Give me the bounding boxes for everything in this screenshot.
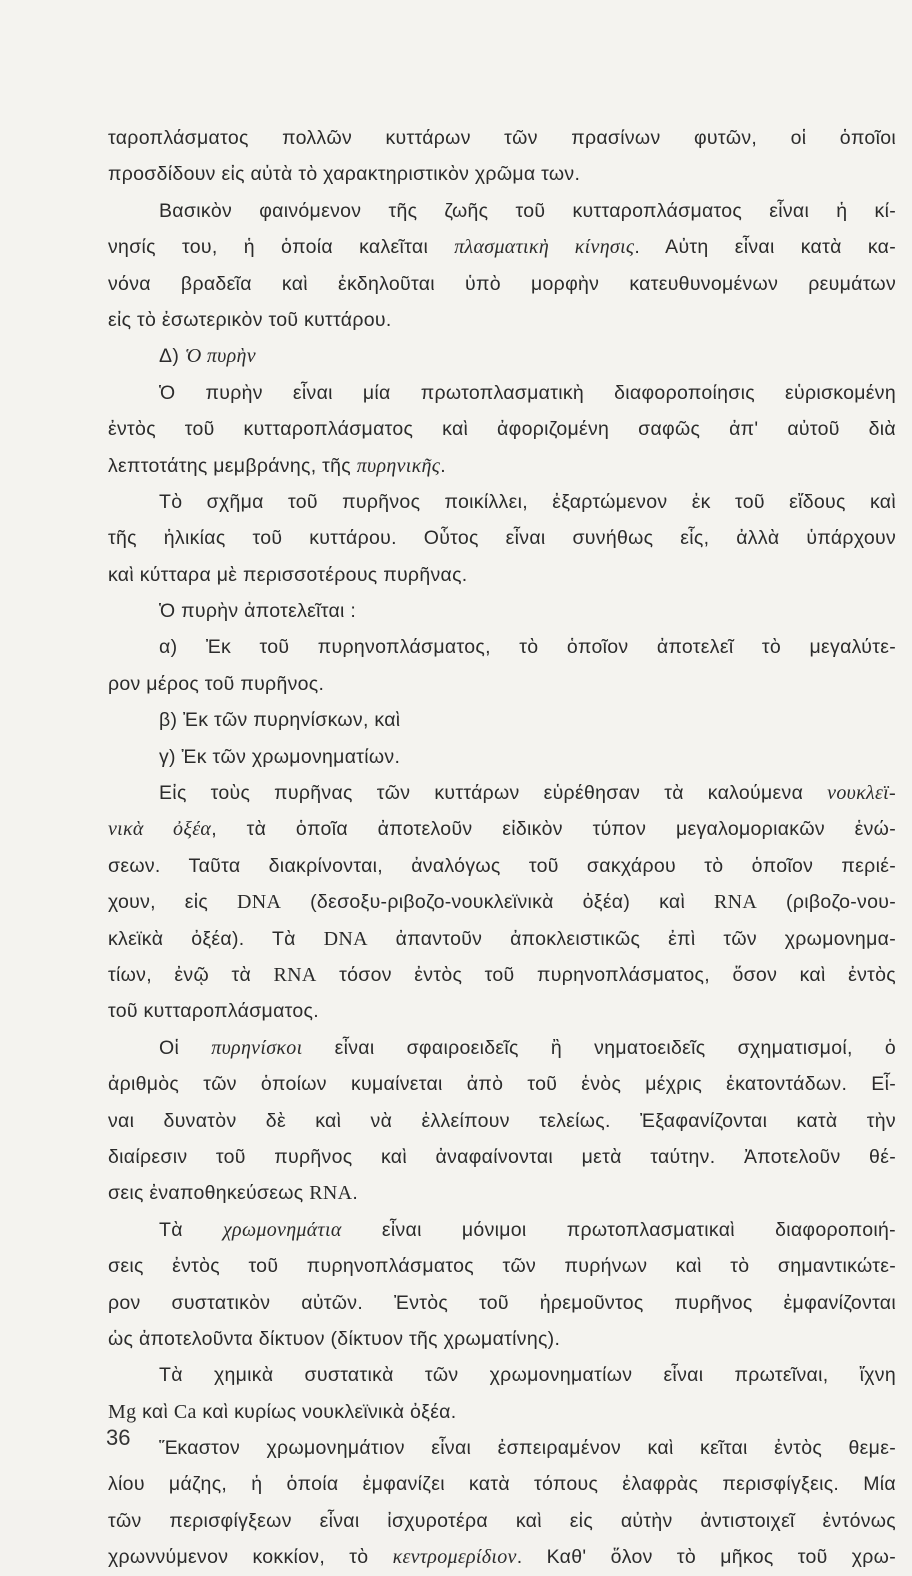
text-line: [108, 266, 896, 302]
roman-term: DNA: [237, 891, 282, 914]
roman-term: Ca: [173, 1400, 197, 1423]
roman-term: DNA: [323, 927, 368, 950]
text-line: [108, 1212, 896, 1248]
text-run: καὶ κυρίως νουκλεϊνικὰ ὀξέα.: [196, 1400, 457, 1423]
text-run: εἶναι μόνιμοι πρωτοπλασματικαὶ διαφοροποιή-: [341, 1218, 896, 1241]
italic-term: κεντρομερίδιον: [392, 1546, 517, 1569]
body-text: [108, 120, 896, 1576]
text-run: σεων. Ταῦτα διακρίνονται, ἀναλόγως τοῦ σακχάρου τὸ ὁποῖον περιέ-: [108, 854, 896, 877]
text-line: [108, 1503, 896, 1539]
text-run: ἀριθμὸς τῶν ὁποίων κυμαίνεται ἀπὸ τοῦ ἑνὸς μέχρις ἑκατοντάδων. Εἶ-: [108, 1073, 896, 1096]
text-line: [108, 1285, 896, 1321]
text-line: [108, 1321, 896, 1357]
roman-term: RNA: [713, 891, 758, 914]
text-line: [108, 702, 896, 738]
text-run: Τὸ σχῆμα τοῦ πυρῆνος ποικίλλει, ἐξαρτώμενον ἐκ τοῦ εἴδους καὶ: [159, 490, 896, 513]
text-line: [108, 156, 896, 192]
text-run: σεις ἐναποθηκεύσεως: [108, 1182, 310, 1205]
text-run: τοῦ κυτταροπλάσματος.: [108, 1000, 319, 1023]
text-run: (ριβοζο-νου-: [757, 891, 896, 914]
text-run: νησίς του, ἡ ὁποία καλεῖται: [108, 236, 455, 259]
text-run: .: [352, 1182, 359, 1205]
text-run: Ἕκαστον χρωμονημάτιον εἶναι ἐσπειραμένον καὶ κεῖται ἐντὸς θεμε-: [159, 1437, 896, 1460]
text-line: [108, 1175, 896, 1211]
text-line: [108, 593, 896, 629]
text-line: [108, 811, 896, 847]
text-line: [108, 375, 896, 411]
italic-term: πυρηνίσκοι: [211, 1036, 303, 1059]
text-line: [108, 1103, 896, 1139]
text-line: [108, 229, 896, 265]
text-run: χρωννύμενον κοκκίον, τὸ: [108, 1546, 393, 1569]
text-line: [108, 120, 896, 156]
italic-term: χρωμονημάτια: [222, 1218, 342, 1241]
italic-term: νικὰ ὀξέα: [108, 818, 212, 841]
text-run: ρον συστατικὸν αὐτῶν. Ἐντὸς τοῦ ἠρεμοῦντος πυρῆνος ἐμφανίζονται: [108, 1291, 896, 1314]
text-line: [108, 520, 896, 556]
text-run: προσδίδουν εἰς αὐτὰ τὸ χαρακτηριστικὸν χρῶμα των.: [108, 163, 581, 186]
text-line: [108, 1139, 896, 1175]
text-run: . Αὐτη εἶναι κατὰ κα-: [634, 236, 896, 259]
text-line: [108, 848, 896, 884]
text-run: .: [440, 454, 446, 477]
text-run: Τὰ: [159, 1218, 223, 1241]
text-run: Οἱ: [159, 1036, 212, 1059]
text-run: ρον μέρος τοῦ πυρῆνος.: [108, 672, 325, 695]
text-run: ναι δυνατὸν δὲ καὶ νὰ ἐλλείπουν τελείως. Ἐξαφανίζονται κατὰ τὴν: [108, 1109, 896, 1132]
text-line: [108, 739, 896, 775]
text-line: [108, 338, 896, 374]
italic-term: πλασματικὴ κίνησις: [454, 236, 635, 259]
text-line: [108, 921, 896, 957]
italic-term: Ὁ πυρὴν: [184, 345, 256, 368]
text-run: εἰς τὸ ἐσωτερικὸν τοῦ κυττάρου.: [108, 308, 392, 331]
text-run: διαίρεσιν τοῦ πυρῆνος καὶ ἀναφαίνονται μετὰ ταύτην. Ἀποτελοῦν θέ-: [108, 1145, 896, 1168]
text-line: [108, 629, 896, 665]
text-run: λεπτοτάτης μεμβράνης, τῆς: [108, 454, 357, 477]
text-run: εἶναι σφαιροειδεῖς ἢ νηματοειδεῖς σχηματισμοί, ὁ: [302, 1036, 896, 1059]
italic-term: νουκλεϊ-: [827, 782, 896, 805]
text-run: τῆς ἡλικίας τοῦ κυττάρου. Οὗτος εἶναι συνήθως εἷς, ἀλλὰ ὑπάρχουν: [108, 527, 896, 550]
text-run: χουν, εἰς: [108, 891, 237, 914]
text-run: Τὰ χημικὰ συστατικὰ τῶν χρωμονηματίων εἶναι πρωτεῖναι, ἴχνη: [159, 1364, 896, 1387]
text-run: (δεσοξυ-ριβοζο-νουκλεϊνικὰ ὀξέα) καὶ: [281, 891, 714, 914]
text-run: . Καθ' ὅλον τὸ μῆκος τοῦ χρω-: [516, 1546, 896, 1569]
text-line: [108, 193, 896, 229]
text-line: [108, 1248, 896, 1284]
text-run: τόσον ἐντὸς τοῦ πυρηνοπλάσματος, ὅσον καὶ ἐντὸς: [316, 963, 896, 986]
text-run: νόνα βραδεῖα καὶ ἐκδηλοῦται ὑπὸ μορφὴν κατευθυνομένων ρευμάτων: [108, 272, 896, 295]
text-line: [108, 1394, 896, 1430]
italic-term: πυρηνικῆς: [356, 454, 441, 477]
text-line: [108, 884, 896, 920]
text-line: [108, 1466, 896, 1502]
text-run: Δ): [159, 345, 185, 368]
text-line: [108, 302, 896, 338]
text-line: [108, 411, 896, 447]
text-line: [108, 448, 896, 484]
text-run: , τὰ ὁποῖα ἀποτελοῦν εἰδικὸν τύπον μεγαλομοριακῶν ἑνώ-: [211, 818, 896, 841]
text-run: Εἰς τοὺς πυρῆνας τῶν κυττάρων εὑρέθησαν τὰ καλούμενα: [159, 782, 828, 805]
text-run: καὶ κύτταρα μὲ περισσοτέρους πυρῆνας.: [108, 563, 468, 586]
text-run: β) Ἐκ τῶν πυρηνίσκων, καὶ: [159, 709, 401, 732]
text-run: λίου μάζης, ἡ ὁποία ἐμφανίζει κατὰ τόπους ἐλαφρὰς περισφίγξεις. Μία: [108, 1473, 896, 1496]
text-line: [108, 1539, 896, 1575]
text-line: [108, 666, 896, 702]
text-line: [108, 775, 896, 811]
text-run: ἐντὸς τοῦ κυτταροπλάσματος καὶ ἀφοριζομένη σαφῶς ἀπ' αὐτοῦ διὰ: [108, 418, 896, 441]
text-run: κλεϊκὰ ὀξέα). Τὰ: [108, 927, 324, 950]
text-line: [108, 993, 896, 1029]
text-run: σεις ἐντὸς τοῦ πυρηνοπλάσματος τῶν πυρήνων καὶ τὸ σημαντικώτε-: [108, 1255, 896, 1278]
roman-term: RNA: [273, 963, 317, 986]
text-run: τίων, ἐνῷ τὰ: [108, 963, 274, 986]
text-run: Βασικὸν φαινόμενον τῆς ζωῆς τοῦ κυτταροπλάσματος εἶναι ἡ κί-: [159, 199, 896, 222]
text-run: καὶ: [136, 1400, 174, 1423]
roman-term: RNA: [309, 1182, 353, 1205]
text-line: [108, 1030, 896, 1066]
text-line: [108, 557, 896, 593]
text-run: Ὁ πυρὴν ἀποτελεῖται :: [159, 600, 357, 623]
text-run: Ὁ πυρὴν εἶναι μία πρωτοπλασματικὴ διαφοροποίησις εὑρισκομένη: [159, 381, 896, 404]
text-run: ὡς ἀποτελοῦντα δίκτυον (δίκτυον τῆς χρωματίνης).: [108, 1327, 561, 1350]
text-run: τῶν περισφίγξεων εἶναι ἰσχυροτέρα καὶ εἰς αὐτὴν ἀντιστοιχεῖ ἐντόνως: [108, 1509, 896, 1532]
text-line: [108, 1357, 896, 1393]
roman-term: Mg: [108, 1400, 137, 1423]
page-number: 36: [106, 1425, 131, 1450]
text-run: ἀπαντοῦν ἀποκλειστικῶς ἐπὶ τῶν χρωμονημα-: [367, 927, 896, 950]
text-line: [108, 957, 896, 993]
text-line: [108, 1066, 896, 1102]
text-run: α) Ἐκ τοῦ πυρηνοπλάσματος, τὸ ὁποῖον ἀποτελεῖ τὸ μεγαλύτε-: [159, 636, 896, 659]
text-line: [108, 1430, 896, 1466]
text-line: [108, 484, 896, 520]
text-run: γ) Ἐκ τῶν χρωμονηματίων.: [159, 745, 401, 768]
text-run: ταροπλάσματος πολλῶν κυττάρων τῶν πρασίνων φυτῶν, οἱ ὁποῖοι: [108, 127, 896, 149]
